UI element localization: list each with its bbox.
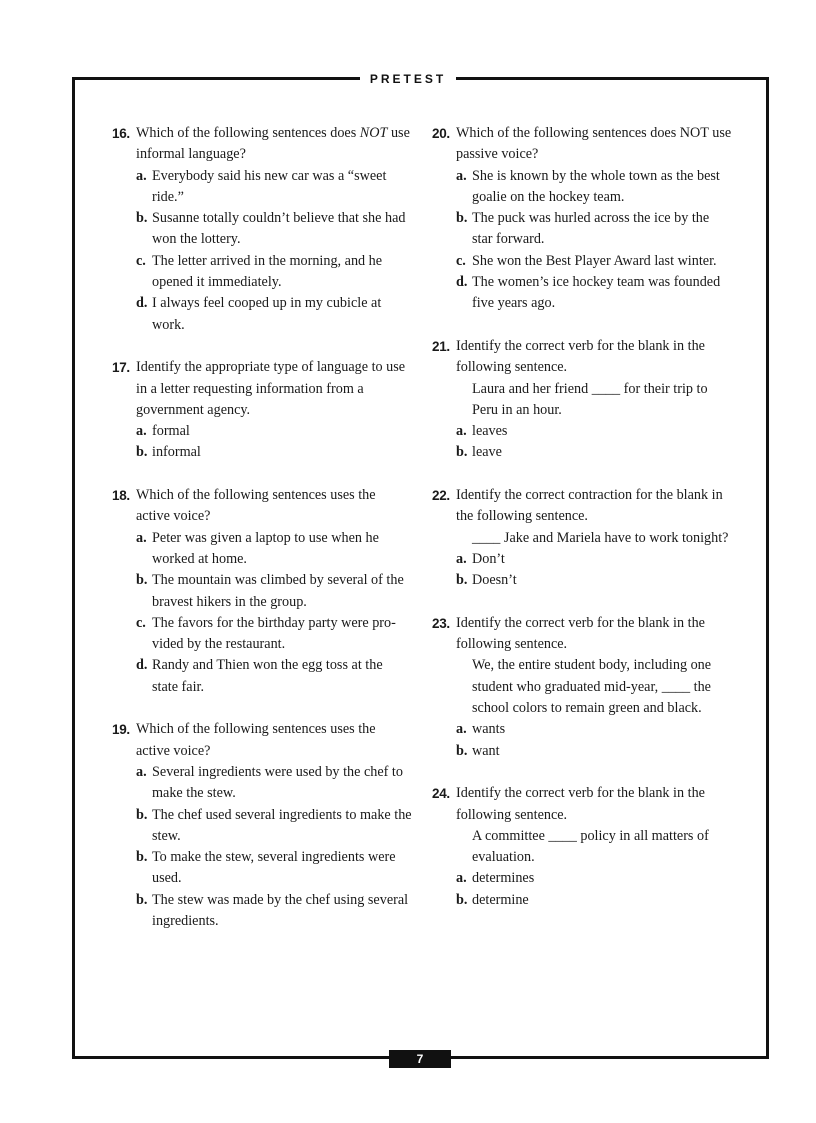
- example-sentence: Laura and her friend ____ for their trip to Peru in an hour.: [472, 380, 708, 418]
- choice-text: Doesn’t: [472, 572, 517, 589]
- question-18: [112, 485, 412, 698]
- choice-letter: a.: [136, 763, 147, 780]
- question-number: 20.: [432, 126, 450, 141]
- choice-letter: a.: [136, 423, 147, 440]
- answer-choice: [456, 741, 732, 762]
- choice-letter: d.: [456, 274, 468, 291]
- question-22: [432, 485, 732, 591]
- choice-letter: b.: [136, 444, 148, 461]
- question-number: 21.: [432, 338, 450, 354]
- choice-text: leaves: [472, 423, 508, 440]
- answer-choice: [136, 805, 412, 848]
- choice-letter: b.: [136, 891, 148, 908]
- answer-choice: [136, 442, 412, 463]
- choice-text: The puck was hurled across the ice by the star forward.: [472, 210, 710, 248]
- choice-letter: b.: [456, 891, 468, 908]
- choice-text: The women’s ice hockey team was founded five years ago.: [472, 274, 721, 312]
- question-number: 23.: [432, 615, 450, 631]
- answer-choice: [136, 655, 412, 698]
- answer-choice: [456, 442, 732, 463]
- choice-text: Don’t: [472, 550, 505, 567]
- question-stem: Identify the correct verb for the blank in the following sentence.: [456, 785, 705, 823]
- question-stem: Identify the correct contraction for the blank in the following sentence.: [456, 487, 723, 525]
- emphasis-not: NOT: [359, 125, 388, 141]
- answer-choice: [136, 613, 412, 656]
- answer-choice: [136, 847, 412, 890]
- question-24: [432, 783, 732, 911]
- answer-choice: [136, 251, 412, 294]
- question-number: 17.: [112, 360, 130, 376]
- answer-choice: [136, 421, 412, 442]
- choice-text: The letter arrived in the morning, and he opened it immediately.: [152, 252, 383, 291]
- choice-letter: a.: [456, 423, 467, 440]
- choice-letter: c.: [136, 252, 146, 269]
- question-stem: Identify the appropriate type of language to use in a letter requesting information from a government agency.: [136, 359, 406, 418]
- answer-choice: [456, 251, 732, 272]
- choice-letter: a.: [456, 550, 467, 567]
- choice-letter: d.: [136, 657, 148, 674]
- choice-text: She won the Best Player Award last winter.: [472, 252, 717, 269]
- answer-choice: [456, 719, 732, 740]
- question-stem: Identify the correct verb for the blank in the following sentence.: [456, 337, 705, 376]
- choice-text: The favors for the birthday party were provided by the restaurant.: [152, 614, 396, 653]
- question-number: 22.: [432, 488, 450, 504]
- right-column: [432, 123, 732, 932]
- question-17: [112, 357, 412, 463]
- choice-letter: a.: [136, 167, 147, 184]
- question-20: [432, 123, 732, 315]
- question-stem: Which of the following sentences uses the active voice?: [136, 487, 376, 525]
- choice-text: Susanne totally couldn’t believe that she had won the lottery.: [152, 210, 406, 248]
- answer-choice: [456, 208, 732, 251]
- choice-text: Everybody said his new car was a “sweet ride.”: [152, 167, 387, 205]
- choice-letter: c.: [456, 252, 466, 269]
- answer-choice: [456, 549, 732, 570]
- question-16: [112, 123, 412, 336]
- choice-letter: c.: [136, 614, 146, 631]
- choice-text: Several ingredients were used by the chef to make the stew.: [152, 763, 403, 802]
- choice-letter: b.: [136, 210, 148, 227]
- choice-letter: b.: [456, 444, 468, 461]
- question-number: 18.: [112, 488, 130, 504]
- choice-text: I always feel cooped up in my cubicle at work.: [152, 295, 382, 333]
- choice-text: Randy and Thien won the egg toss at the state fair.: [152, 657, 383, 695]
- answer-choice: [136, 293, 412, 336]
- example-sentence: ____ Jake and Mariela have to work tonight?: [472, 529, 729, 546]
- question-23: [432, 613, 732, 762]
- answer-choice: [456, 166, 732, 209]
- choice-text: determine: [472, 891, 529, 908]
- choice-letter: d.: [136, 295, 148, 312]
- page-number: 7: [389, 1050, 451, 1068]
- choice-text: The mountain was climbed by several of the bravest hikers in the group.: [152, 572, 404, 610]
- choice-letter: b.: [136, 849, 148, 866]
- choice-text: determines: [472, 870, 535, 887]
- answer-choice: [456, 421, 732, 442]
- example-sentence: A committee ____ policy in all matters of evaluation.: [472, 827, 709, 866]
- answer-choice: [456, 868, 732, 889]
- left-column: [112, 123, 412, 954]
- answer-choice: [136, 208, 412, 251]
- question-stem: Identify the correct verb for the blank in the following sentence.: [456, 614, 705, 653]
- choice-letter: a.: [456, 167, 467, 184]
- choice-letter: b.: [456, 572, 468, 589]
- question-number: 16.: [112, 126, 130, 141]
- choice-letter: b.: [456, 742, 468, 759]
- answer-choice: [456, 272, 732, 315]
- choice-text: want: [472, 742, 500, 759]
- question-stem: Which of the following sentences does NOT use passive voice?: [456, 125, 732, 163]
- answer-choice: [456, 890, 732, 911]
- answer-choice: [136, 166, 412, 209]
- page-header: [0, 70, 816, 88]
- example-sentence: We, the entire student body, including one student who graduated mid-year, ____ the school colors to remain green and black.: [472, 657, 712, 717]
- choice-text: Peter was given a laptop to use when he worked at home.: [152, 529, 379, 567]
- choice-letter: b.: [136, 806, 148, 823]
- choice-letter: a.: [456, 721, 467, 738]
- choice-text: The chef used several ingredients to make the stew.: [152, 806, 412, 844]
- question-19: [112, 719, 412, 932]
- answer-choice: [136, 528, 412, 571]
- question-number: 24.: [432, 786, 450, 802]
- question-21: [432, 336, 732, 464]
- answer-choice: [456, 570, 732, 591]
- choice-text: leave: [472, 444, 502, 461]
- choice-text: formal: [152, 423, 190, 440]
- choice-text: To make the stew, several ingredients were used.: [152, 849, 396, 887]
- question-number: 19.: [112, 722, 130, 738]
- answer-choice: [136, 890, 412, 933]
- choice-text: The stew was made by the chef using several ingredients.: [152, 891, 409, 929]
- choice-text: wants: [472, 721, 506, 738]
- section-title: PRETEST: [360, 72, 456, 86]
- choice-letter: b.: [136, 572, 148, 589]
- answer-choice: [136, 762, 412, 805]
- answer-choice: [136, 570, 412, 613]
- choice-letter: a.: [136, 529, 147, 546]
- choice-text: She is known by the whole town as the best goalie on the hockey team.: [472, 167, 720, 205]
- choice-text: informal: [152, 444, 201, 461]
- question-stem: Which of the following sentences uses the active voice?: [136, 721, 376, 759]
- choice-letter: b.: [456, 210, 468, 227]
- choice-letter: a.: [456, 870, 467, 887]
- question-stem: Which of the following sentences does NOT use informal language?: [136, 125, 410, 163]
